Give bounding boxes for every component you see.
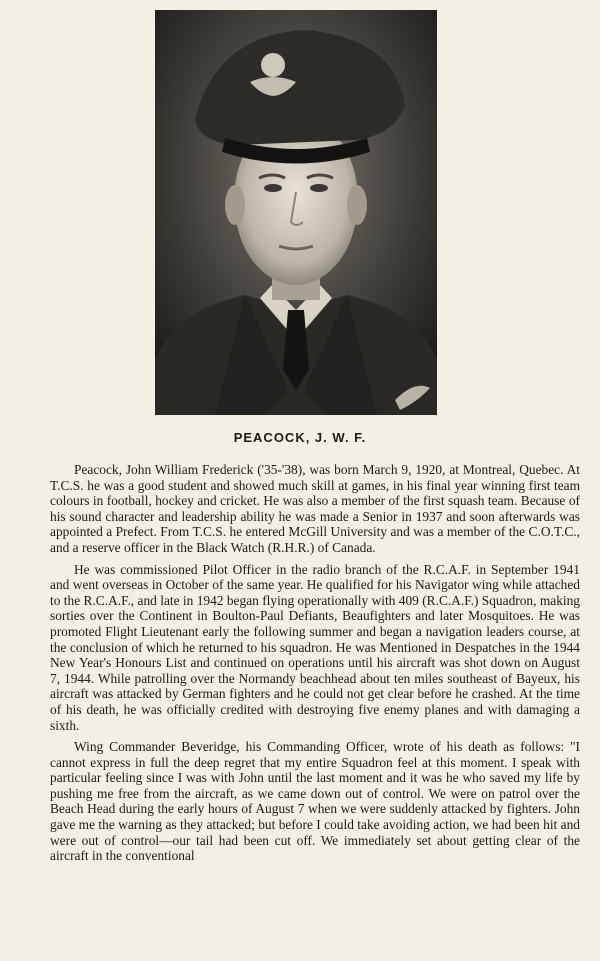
portrait-illustration — [155, 10, 437, 415]
portrait-photo — [155, 10, 437, 415]
photo-caption: PEACOCK, J. W. F. — [233, 430, 367, 445]
paragraph-commander-letter: Wing Commander Beveridge, his Commanding Officer, wrote of his death as follows: "I cannot express in full the deep regret that my entire Squadron feel at this moment. I speak with particular feeling since I was with John until the last moment and it was he who saved my life by pushing me free from the aircraft, as we came down out of control. We were on patrol over the Beach Head during the early hours of August 7 when we were suddenly attacked by fighters. John gave me the warning as they attacked; but before I could take avoiding action, we had been hit and were out of control—our tail had been cut off. We immediately set about getting clear of the aircraft in the conventional — [50, 739, 580, 864]
obituary-text — [50, 462, 580, 864]
paragraph-service: He was commissioned Pilot Officer in the radio branch of the R.C.A.F. in September 1941 and went overseas in October of the same year. He qualified for his Navigator wing while attached to the R.C.A.F., and late in 1942 began flying operationally with 409 (R.C.A.F.) Squadron, making sorties over the Continent in Boulton-Paul Defiants, Beaufighters and later Mosquitoes. He was promoted Flight Lieutenant early the following summer and began a navigation leaders course, at the conclusion of which he returned to his squadron. He was Mentioned in Despatches in the 1944 New Year's Honours List and continued on operations until his aircraft was shot down on August 7, 1944. While patrolling over the Normandy beachhead about ten miles southeast of Bayeux, his aircraft was attacked by German fighters and he could not get clear before he crashed. At the time of his death, he was officially credited with destroying five enemy planes and with damaging a sixth. — [50, 561, 580, 733]
paragraph-biography: Peacock, John William Frederick ('35-'38), was born March 9, 1920, at Montreal, Quebec. At T.C.S. he was a good student and showed much skill at games, in his final year winning first team colours in football, hockey and cricket. He was also a member of the first squash team. Because of his sound character and leadership ability he was made a Senior in 1937 and soon afterwards was appointed a Prefect. From T.C.S. he entered McGill University and was a member of the C.O.T.C., and a reserve officer in the Black Watch (R.H.R.) of Canada. — [50, 462, 580, 555]
